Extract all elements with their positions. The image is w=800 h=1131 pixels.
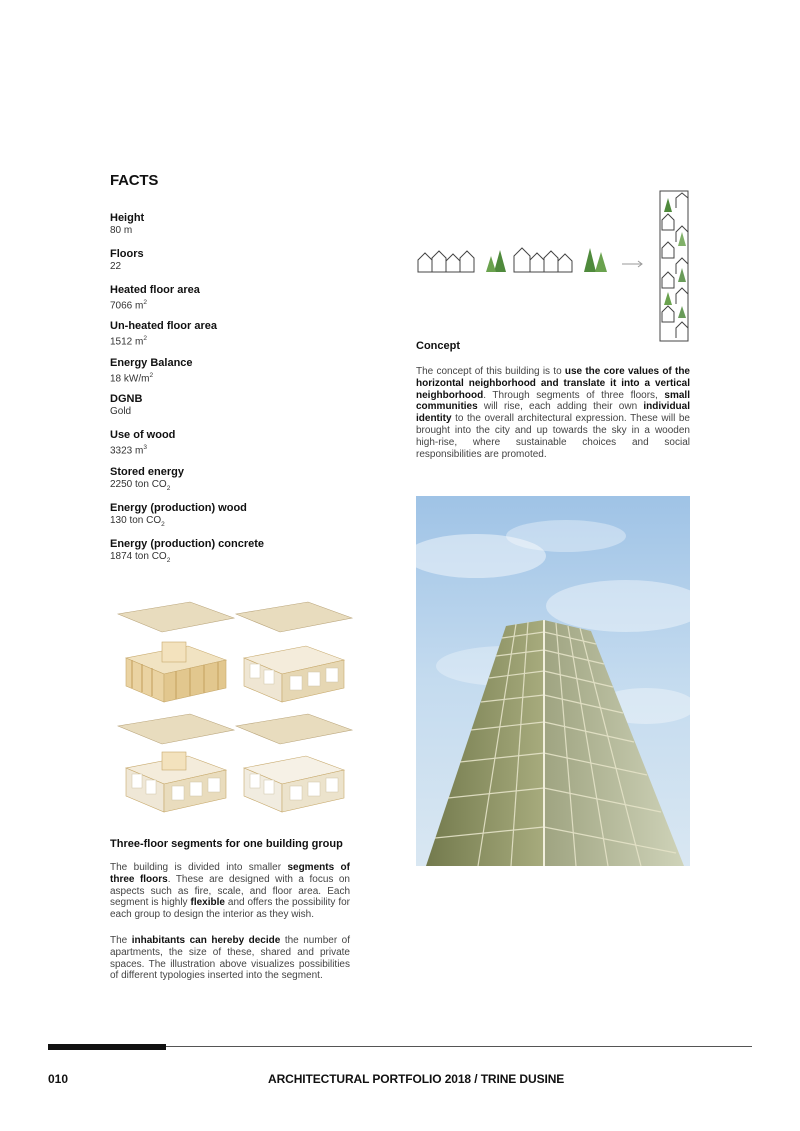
concept-heading: Concept: [416, 340, 460, 352]
segments-heading: Three-floor segments for one building group: [110, 838, 343, 850]
fact-item: [110, 393, 370, 418]
fact-item: [110, 538, 370, 567]
fact-item: [110, 320, 370, 348]
fact-value-text: 130 ton CO: [110, 515, 162, 526]
concept-bold-1: use the core values of the horizontal neighborhood and translate it into a vertical neighborhood: [416, 366, 690, 401]
fact-value-text: 1874 ton CO: [110, 551, 167, 562]
fact-label: Stored energy: [110, 466, 184, 478]
segments-p1-bold-1: segments of three floors: [110, 862, 350, 885]
segments-illustration: [110, 600, 360, 822]
fact-value-subscript: 2: [161, 521, 165, 528]
footer-title: ARCHITECTURAL PORTFOLIO 2018 / TRINE DUSINE: [268, 1072, 565, 1086]
segments-p2-text-2: the number of apartments, the size of these, shared and private spaces. The illustration above visualizes possibilities of different typologies inserted into the segment.: [110, 935, 351, 982]
concept-text-3: will rise, each adding their own: [477, 401, 644, 413]
footer-accent-bar: [48, 1044, 166, 1050]
fact-value-text: Gold: [110, 406, 132, 417]
segments-p1-text-3: and offers the possibility for each group to design the interior as they wish.: [110, 897, 351, 921]
fact-value-text: 7066 m: [110, 300, 144, 312]
fact-label: DGNB: [110, 393, 143, 405]
concept-text-2: . Through segments of three floors,: [483, 389, 665, 401]
fact-value-text: 80 m: [110, 225, 133, 236]
fact-label: Use of wood: [110, 429, 176, 441]
segment-2-icon: [236, 602, 352, 702]
segments-paragraph-2: [110, 935, 350, 982]
fact-value-superscript: 3: [143, 444, 147, 451]
facts-title: FACTS: [110, 172, 159, 189]
concept-bold-2: small communities: [416, 389, 690, 413]
house-row-left-icon: [418, 251, 474, 272]
fact-value-text: 2250 ton CO: [110, 479, 167, 490]
fact-label: Energy (production) wood: [110, 502, 247, 514]
fact-item: [110, 248, 370, 273]
fact-value-subscript: 2: [166, 557, 171, 564]
concept-diagram: [414, 190, 694, 342]
segment-1-icon: [118, 602, 234, 702]
fact-label: Un-heated floor area: [110, 320, 217, 332]
fact-item: [110, 284, 370, 312]
fact-value-superscript: 2: [149, 372, 154, 379]
segment-3-icon: [118, 714, 234, 812]
fact-value-subscript: 2: [166, 485, 171, 492]
segments-p1-text-2: . These are designed with a focus on aspects such as fire, scale, and floor area. Each segment is highly: [110, 873, 350, 909]
vertical-stack-icon: [660, 191, 688, 341]
fact-value: [110, 406, 370, 418]
segments-p2-text-1: The: [110, 935, 132, 946]
trees-left-icon: [486, 250, 506, 272]
concept-text-1: The concept of this building is to: [416, 366, 565, 377]
segments-p1-bold-2: flexible: [190, 897, 225, 909]
fact-label: Energy Balance: [110, 357, 193, 369]
fact-value: [110, 225, 370, 237]
fact-value: [110, 442, 370, 457]
fact-value-text: 22: [110, 261, 122, 272]
fact-value-superscript: 2: [143, 335, 147, 342]
trees-right-icon: [584, 248, 607, 272]
fact-value: [110, 515, 370, 531]
concept-bold-3: individual identity: [416, 401, 690, 425]
segments-p2-bold-1: inhabitants can hereby decide: [131, 935, 281, 946]
fact-value-superscript: 2: [143, 299, 147, 306]
fact-value: [110, 551, 370, 567]
fact-value: [110, 261, 370, 273]
house-row-middle-icon: [514, 248, 572, 272]
fact-value-text: 18 kW/m: [110, 373, 150, 385]
segments-p1-text-1: The building is divided into smaller: [110, 862, 288, 873]
fact-value-text: 1512 m: [110, 336, 144, 348]
fact-value-text: 3323 m: [110, 445, 144, 457]
fact-item: [110, 502, 370, 531]
segment-4-icon: [236, 714, 352, 812]
arrow-right-icon: [622, 261, 642, 267]
fact-value: [110, 370, 370, 385]
fact-item: [110, 429, 370, 457]
concept-text-4: to the overall architectural expression. These will be brought into the city and up towards the sky in a wooden high-rise, where sustainable choices and social responsibilities are promoted.: [416, 413, 690, 460]
segments-paragraph-1: [110, 862, 350, 921]
fact-value: [110, 479, 370, 495]
fact-item: [110, 466, 370, 495]
fact-item: [110, 212, 370, 237]
fact-label: Energy (production) concrete: [110, 538, 265, 550]
fact-label: Floors: [110, 248, 144, 260]
fact-item: [110, 357, 370, 385]
tower-photo: [416, 496, 690, 866]
fact-label: Height: [110, 212, 145, 224]
fact-value: [110, 333, 370, 348]
page-number: 010: [48, 1072, 69, 1086]
fact-value: [110, 297, 370, 312]
concept-paragraph: [416, 366, 690, 460]
fact-label: Heated floor area: [110, 284, 200, 296]
